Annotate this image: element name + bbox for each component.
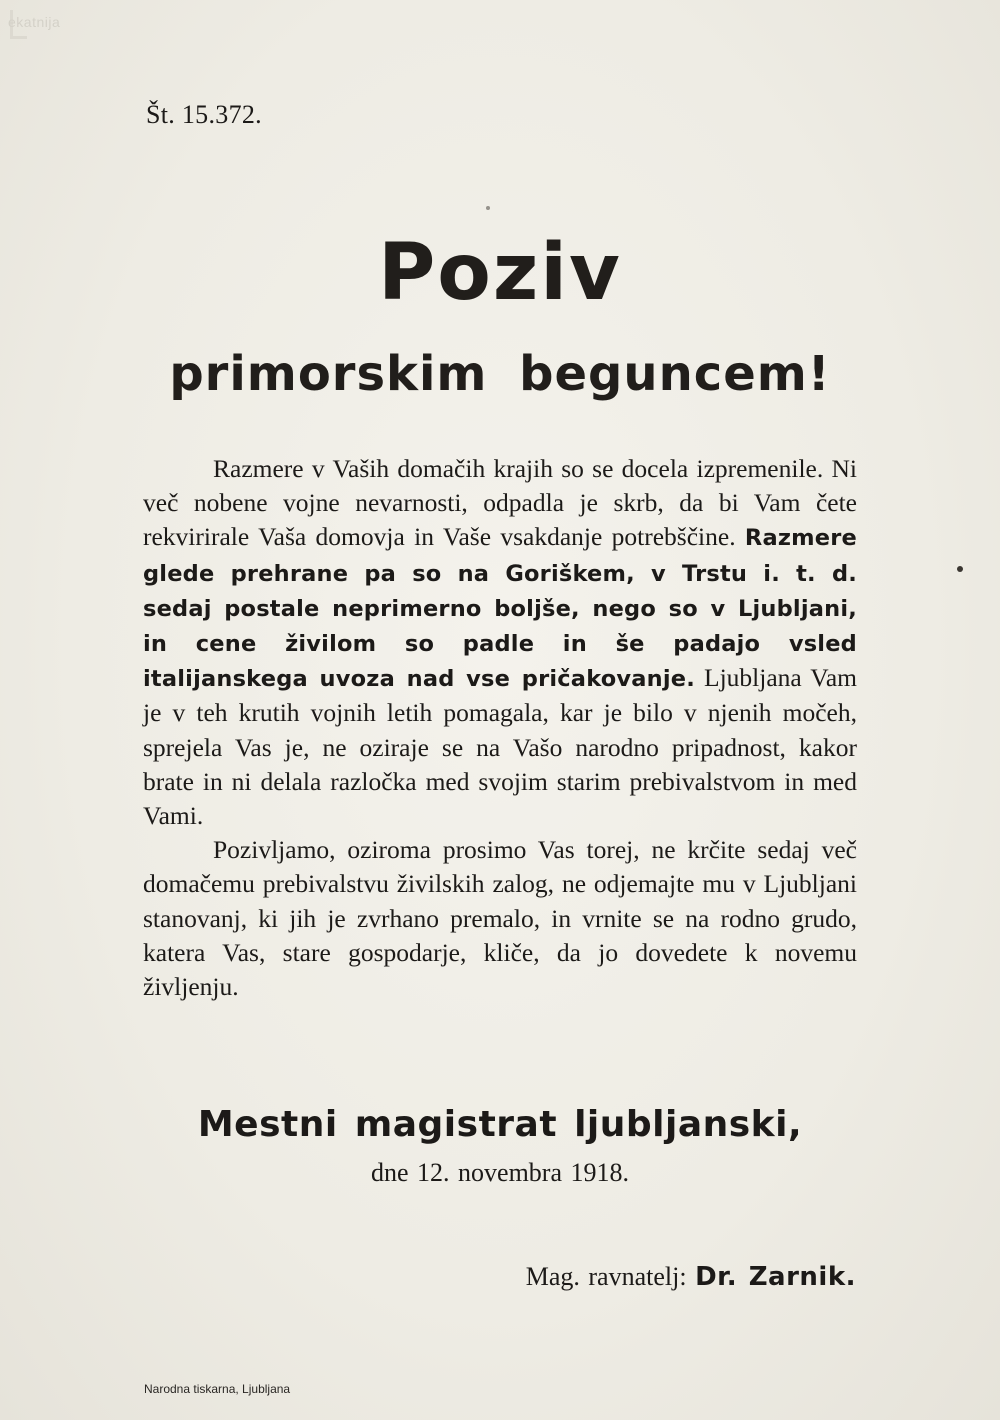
issuing-authority: Mestni magistrat ljubljanski,: [197, 1104, 803, 1145]
paragraph-1-part-2: Ljubljana Vam je v teh krutih vojnih letih pomagala, kar je bilo v njenih močeh, sprejela Vas je, ne oziraje se na Vašo narodno pripadnost, kakor brate in ni delala razločka med svojim starim prebivalstvom in med Vami.: [143, 663, 857, 831]
issue-date: dne 12. novembra 1918.: [370, 1158, 629, 1187]
paragraph-2: Pozivljamo, oziroma prosimo Vas torej, ne krčite sedaj več domačemu prebivalstvu živilskih zalog, ne odjemajte mu v Ljubljani stanovanj, ki jih je zvrhano premalo, in vrnite se na rodno grudo, katera Vas, stare gospodarje, kliče, da jo dovedete k novemu življenju.: [143, 835, 857, 1002]
signature-line: [526, 1262, 856, 1292]
paper-speck: [957, 566, 963, 572]
document-title: Poziv: [378, 228, 622, 318]
signature-name: Dr. Zarnik.: [695, 1262, 856, 1292]
signature-role: Mag. ravnatelj:: [525, 1262, 687, 1291]
document-body: [143, 452, 857, 1004]
paragraph-1: [143, 452, 857, 833]
paper-speck: [486, 206, 490, 210]
paragraph-1-part-1: Razmere v Vaših domačih krajih so se docela izpremenile. Ni več nobene vojne nevarnosti, odpadla je skrb, da bi Vam čete rekvirirale Vaša domovja in Vaše vsakdanje potrebščine.: [143, 454, 857, 552]
watermark: ekatnija: [8, 14, 61, 30]
document-number: Št. 15.372.: [146, 100, 262, 129]
paragraph-1-emphasis: Razmere glede prehrane pa so na Goriškem, v Trstu i. t. d. sedaj postale neprimerno boljše, nego so v Ljubljani, in cene živilom so padle in še padajo vsled italijanskega uvoza nad vse pričakovanje.: [143, 525, 857, 693]
document-subtitle: primorskim beguncem!: [169, 346, 831, 402]
printer-imprint: Narodna tiskarna, Ljubljana: [144, 1382, 291, 1396]
